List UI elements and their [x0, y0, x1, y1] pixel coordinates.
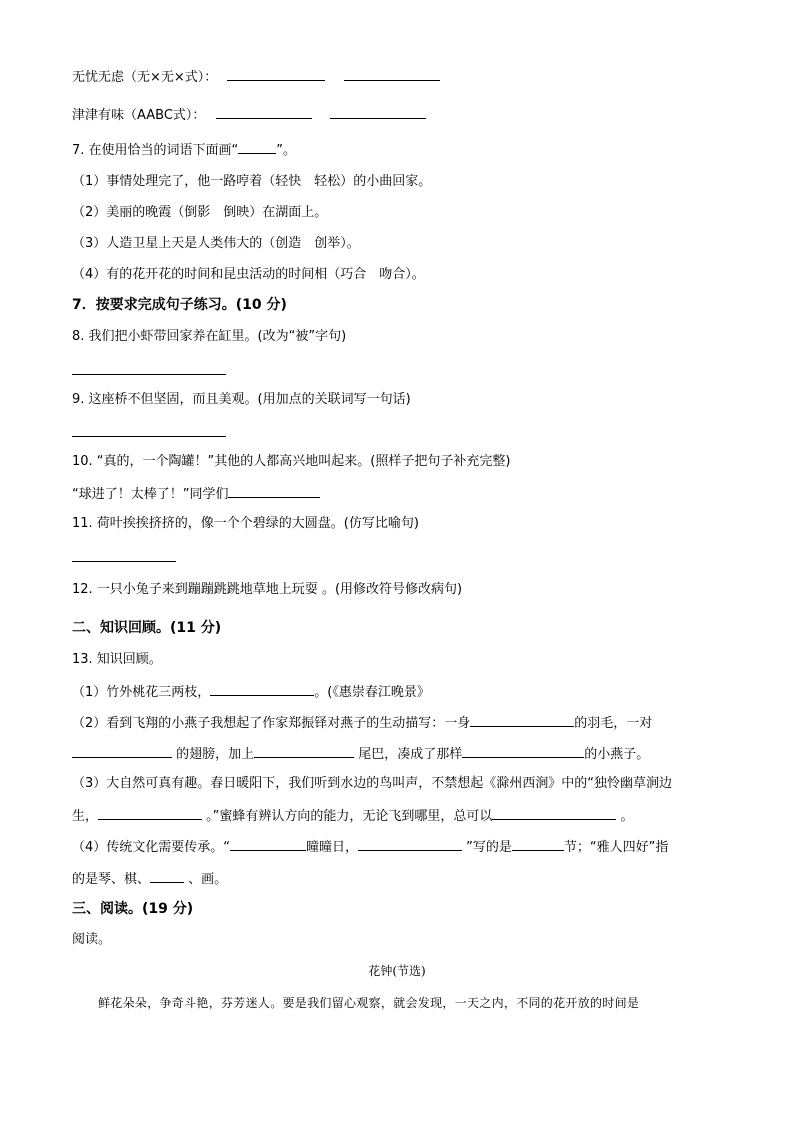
question-13-3-cont [72, 805, 634, 827]
answer-line[interactable] [72, 374, 226, 375]
question-text: （3）大自然可真有趣。春日暖阳下，我们听到水边的鸟叫声，不禁想起《滁州西涧》中的“独怜幽草涧边 [72, 776, 673, 791]
question-9: 9. 这座桥不但坚固，而且美观。(用加点的关联词写一句话) [72, 392, 411, 407]
answer-blank[interactable] [512, 836, 564, 851]
answer-blank[interactable] [210, 681, 314, 696]
answer-blank[interactable] [230, 836, 306, 851]
question-13-4 [72, 836, 668, 858]
question-8: 8. 我们把小虾带回家养在缸里。(改为“被”字句) [72, 329, 347, 344]
question-13-3 [72, 774, 722, 794]
answer-blank[interactable] [344, 66, 440, 81]
question-text: 生， [72, 809, 99, 824]
answer-line[interactable] [72, 561, 176, 562]
question-13-4-cont [72, 868, 227, 890]
answer-blank[interactable] [492, 805, 616, 820]
question-text: 。(《惠崇春江晚景》 [314, 685, 430, 700]
question-text: 的羽毛，一对 [574, 716, 653, 731]
idiom-line-2 [72, 104, 426, 126]
answer-blank[interactable] [330, 104, 426, 119]
question-10: 10. “真的，一个陶罐！”其他的人都高兴地叫起来。(照样子把句子补充完整) [72, 454, 511, 469]
question-7-1: （1）事情处理完了，他一路哼着（轻快 轻松）的小曲回家。 [72, 174, 432, 189]
question-text: 。”蜜蜂有辨认方向的能力，无论飞到哪里，总可以 [202, 809, 493, 824]
answer-blank[interactable] [72, 743, 172, 758]
question-text: 尾巴，凑成了那样 [354, 747, 463, 762]
answer-blank[interactable] [358, 836, 462, 851]
question-7-2: （2）美丽的晚霞（倒影 倒映）在湖面上。 [72, 205, 328, 220]
idiom-label-2: 津津有味（AABC式）： [72, 108, 206, 123]
question-text: “球进了！太棒了！”同学们 [72, 487, 229, 502]
question-7-4: （4）有的花开花的时间和昆虫活动的时间相（巧合 吻合）。 [72, 267, 425, 282]
question-10-sample [72, 483, 320, 505]
question-text: 的是琴、棋、 [72, 872, 151, 887]
answer-blank[interactable] [470, 712, 574, 727]
answer-blank[interactable] [227, 66, 325, 81]
question-text: （1）竹外桃花三两枝， [72, 685, 211, 700]
reading-paragraph: 鲜花朵朵，争奇斗艳，芬芳迷人。要是我们留心观察，就会发现，一天之内，不同的花开放的时间是 [98, 996, 640, 1010]
underline-sample [238, 141, 276, 154]
question-text: 的小燕子。 [584, 747, 650, 762]
question-12: 12. 一只小兔子来到蹦蹦跳跳地草地上玩耍 。(用修改符号修改病句) [72, 582, 463, 597]
idiom-line-1 [72, 66, 440, 88]
answer-blank[interactable] [150, 868, 184, 883]
question-text: 节；“雅人四好”指 [563, 840, 669, 855]
question-text: （4）传统文化需要传承。“ [72, 840, 231, 855]
reading-instruction: 阅读。 [72, 932, 112, 947]
answer-blank[interactable] [216, 104, 312, 119]
question-7 [72, 141, 296, 161]
question-text: ”。 [276, 143, 297, 158]
question-13-2 [72, 712, 722, 734]
section-heading: 二、知识回顾。(11 分) [72, 620, 222, 636]
answer-blank[interactable] [228, 483, 320, 498]
section-heading: 三、阅读。(19 分) [72, 901, 194, 917]
question-text-group [72, 712, 652, 734]
answer-blank[interactable] [254, 743, 354, 758]
question-text: 曈曈日， [306, 840, 359, 855]
question-13-1 [72, 681, 430, 703]
answer-line[interactable] [72, 436, 226, 437]
question-text: 。 [616, 809, 634, 824]
question-13: 13. 知识回顾。 [72, 652, 162, 667]
answer-blank[interactable] [98, 805, 202, 820]
question-13-2-cont [72, 743, 649, 765]
question-text: ”写的是 [462, 840, 512, 855]
question-11: 11. 荷叶挨挨挤挤的，像一个个碧绿的大圆盘。(仿写比喻句) [72, 516, 419, 531]
question-text: 、画。 [184, 872, 228, 887]
question-text: （2）看到飞翔的小燕子我想起了作家郑振铎对燕子的生动描写：一身 [72, 716, 471, 731]
answer-blank[interactable] [462, 743, 584, 758]
idiom-label-1: 无忧无虑（无×无×式）： [72, 70, 218, 85]
question-7-3: （3）人造卫星上天是人类伟大的（创造 创举）。 [72, 236, 360, 251]
question-text: 7. 在使用恰当的词语下面画“ [72, 143, 239, 158]
section-heading: 7．按要求完成句子练习。(10 分) [72, 297, 287, 313]
reading-title: 花钟(节选) [368, 964, 426, 978]
question-text: 的翅膀，加上 [172, 747, 255, 762]
